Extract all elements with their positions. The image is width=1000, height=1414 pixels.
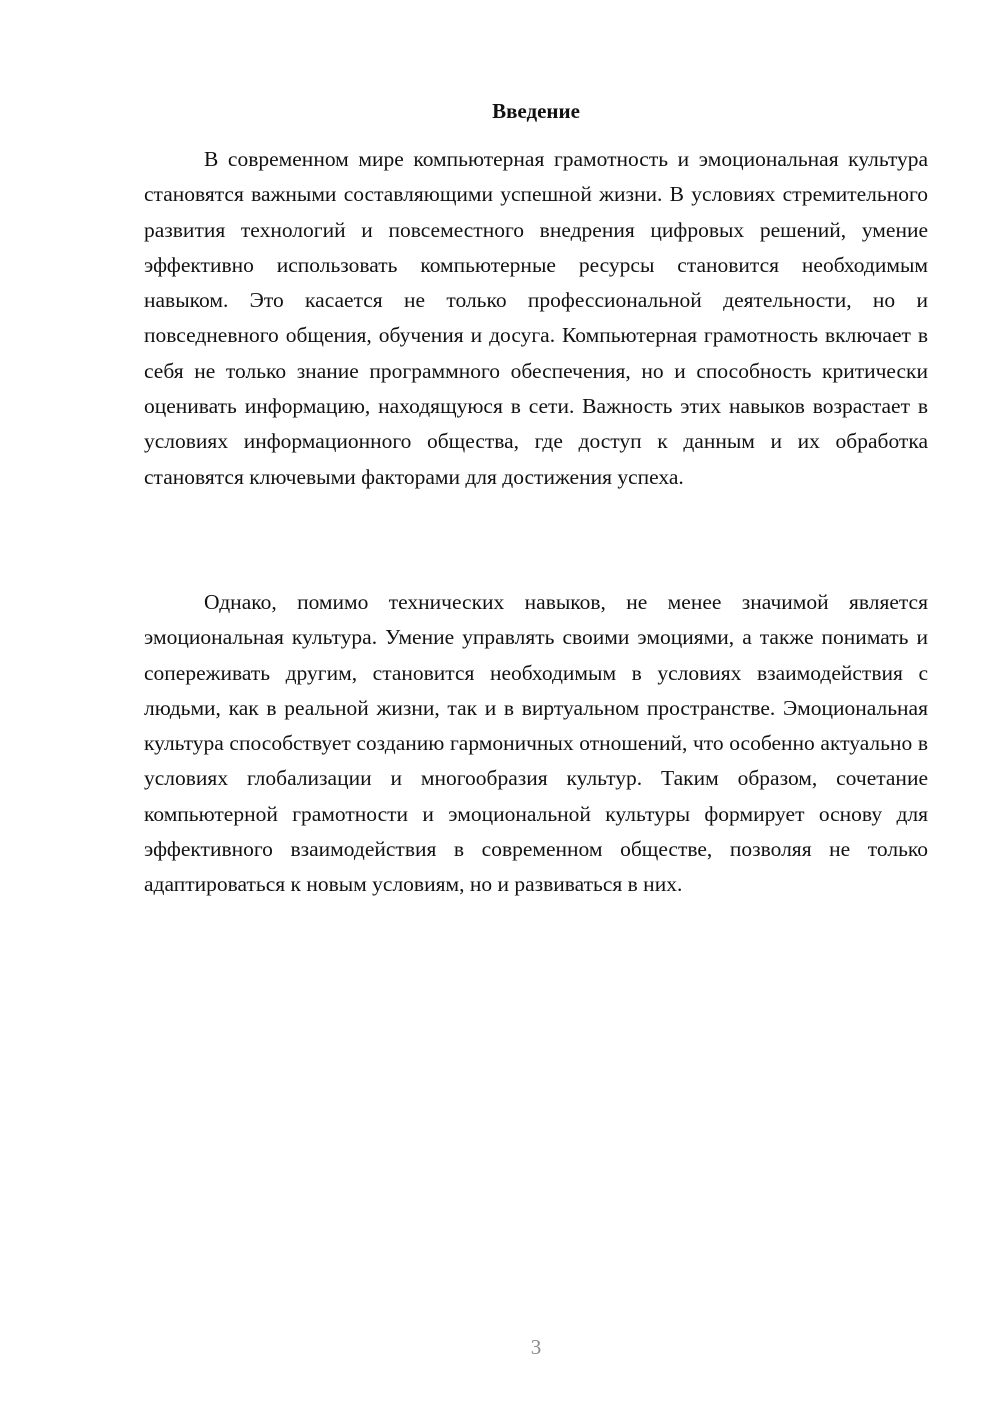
page-title: Введение xyxy=(492,99,580,123)
page-number: 3 xyxy=(530,1335,542,1359)
paragraph-1: В современном мире компьютерная грамотность и эмоциональная культура становятся важными составляющими успешной жизни. В условиях стремительного развития технологий и повсеместного внедрения цифровых решений, умение эффективно использовать компьютерные ресурсы становится необходимым навыком. Это касается не только профессиональной деятельности, но и повседневного общения, обучения и досуга. Компьютерная грамотность включает в себя не только знание программного обеспечения, но и способность критически оценивать информацию, находящуюся в сети. Важность этих навыков возрастает в условиях информационного общества, где доступ к данным и их обработка становятся ключевыми факторами для достижения успеха. xyxy=(144,147,928,489)
paragraph-2: Однако, помимо технических навыков, не менее значимой является эмоциональная культура. Умение управлять своими эмоциями, а также понимать и сопереживать другим, становится необходимым в условиях взаимодействия с людьми, как в реальной жизни, так и в виртуальном пространстве. Эмоциональная культура способствует созданию гармоничных отношений, что особенно актуально в условиях глобализации и многообразия культур. Таким образом, сочетание компьютерной грамотности и эмоциональной культуры формирует основу для эффективного взаимодействия в современном обществе, позволяя не только адаптироваться к новым условиям, но и развиваться в них. xyxy=(144,590,928,897)
